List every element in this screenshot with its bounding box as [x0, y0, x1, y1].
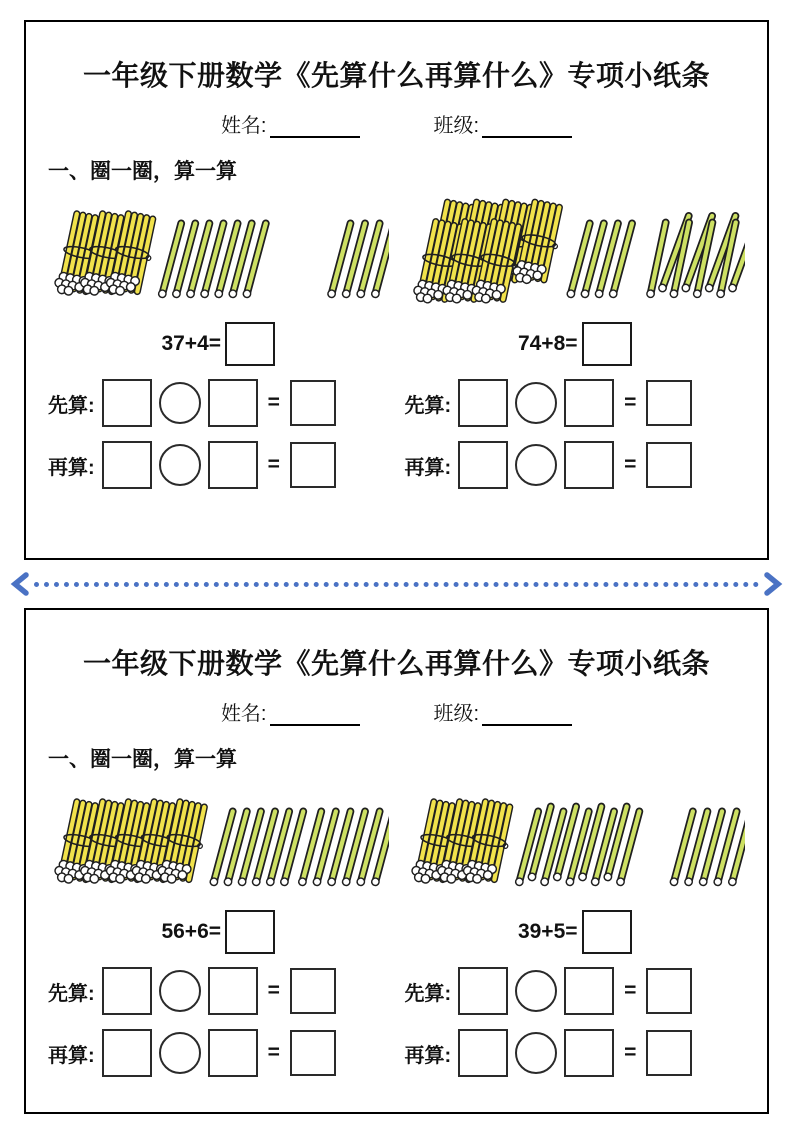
operand-box[interactable] — [458, 1029, 508, 1077]
operand-box[interactable] — [564, 441, 614, 489]
cut-line — [10, 571, 783, 597]
operand-box[interactable] — [458, 379, 508, 427]
operator-circle[interactable] — [159, 970, 201, 1012]
operator-circle[interactable] — [159, 444, 201, 486]
name-label: 姓名: — [220, 703, 267, 725]
result-box[interactable] — [290, 442, 336, 488]
expression-text: 74+8= — [517, 332, 578, 355]
equation-row — [48, 911, 389, 953]
operand-box[interactable] — [208, 967, 258, 1015]
equals-sign: = — [267, 391, 280, 414]
first-calc-row — [48, 967, 389, 1015]
first-calc-row — [405, 379, 746, 427]
operand-box[interactable] — [564, 1029, 614, 1077]
then-calc-label: 再算: — [404, 1044, 452, 1067]
then-calc-row — [405, 441, 746, 489]
section-heading: 一、圈一圈，算一算 — [48, 160, 237, 183]
equals-sign: = — [267, 453, 280, 476]
equation-row — [405, 323, 746, 365]
result-box[interactable] — [290, 380, 336, 426]
equals-sign: = — [624, 1041, 637, 1064]
worksheet-title: 一年级下册数学《先算什么再算什么》专项小纸条 — [82, 648, 710, 679]
equation-row — [48, 323, 389, 365]
problem-37-plus-4 — [48, 191, 389, 489]
operand-box[interactable] — [208, 379, 258, 427]
counting-sticks-illustration — [48, 191, 389, 319]
dotted-cut-line — [34, 582, 759, 587]
first-calc-label: 先算: — [404, 982, 452, 1005]
worksheet-card-top — [24, 20, 769, 560]
operand-box[interactable] — [102, 967, 152, 1015]
chevron-left-icon — [10, 572, 34, 596]
first-calc-label: 先算: — [404, 394, 452, 417]
answer-box[interactable] — [225, 910, 275, 954]
operand-box[interactable] — [208, 441, 258, 489]
problems-row — [48, 779, 745, 1077]
name-label: 姓名: — [220, 115, 267, 137]
identity-row — [48, 697, 745, 726]
operator-circle[interactable] — [515, 970, 557, 1012]
equals-sign: = — [624, 453, 637, 476]
expression-text: 37+4= — [161, 332, 222, 355]
operator-circle[interactable] — [515, 444, 557, 486]
class-label: 班级: — [433, 703, 480, 725]
then-calc-row — [48, 1029, 389, 1077]
then-calc-label: 再算: — [48, 456, 95, 479]
first-calc-row — [405, 967, 746, 1015]
operand-box[interactable] — [102, 379, 152, 427]
then-calc-label: 再算: — [48, 1044, 95, 1067]
problems-row — [48, 191, 745, 489]
operand-box[interactable] — [564, 379, 614, 427]
problem-74-plus-8 — [405, 191, 746, 489]
counting-sticks-illustration — [405, 191, 746, 319]
identity-row — [48, 109, 745, 138]
name-blank-field[interactable] — [270, 114, 360, 138]
counting-sticks-illustration — [405, 779, 746, 907]
operand-box[interactable] — [102, 441, 152, 489]
result-box[interactable] — [290, 968, 336, 1014]
answer-box[interactable] — [582, 910, 632, 954]
operand-box[interactable] — [564, 967, 614, 1015]
operator-circle[interactable] — [515, 382, 557, 424]
equals-sign: = — [624, 391, 637, 414]
operand-box[interactable] — [458, 967, 508, 1015]
chevron-right-icon — [759, 572, 783, 596]
operator-circle[interactable] — [159, 382, 201, 424]
first-calc-row — [48, 379, 389, 427]
result-box[interactable] — [646, 968, 692, 1014]
operand-box[interactable] — [208, 1029, 258, 1077]
worksheet-title: 一年级下册数学《先算什么再算什么》专项小纸条 — [82, 60, 710, 91]
first-calc-label: 先算: — [48, 982, 95, 1005]
equals-sign: = — [624, 979, 637, 1002]
class-label: 班级: — [433, 115, 480, 137]
operator-circle[interactable] — [515, 1032, 557, 1074]
operator-circle[interactable] — [159, 1032, 201, 1074]
then-calc-row — [48, 441, 389, 489]
equation-row — [405, 911, 746, 953]
counting-sticks-illustration — [48, 779, 389, 907]
equals-sign: = — [267, 979, 280, 1002]
then-calc-row — [405, 1029, 746, 1077]
class-blank-field[interactable] — [482, 114, 572, 138]
answer-box[interactable] — [225, 322, 275, 366]
equals-sign: = — [267, 1041, 280, 1064]
name-blank-field[interactable] — [270, 702, 360, 726]
expression-text: 56+6= — [161, 920, 222, 943]
first-calc-label: 先算: — [48, 394, 95, 417]
class-blank-field[interactable] — [482, 702, 572, 726]
expression-text: 39+5= — [517, 920, 578, 943]
result-box[interactable] — [290, 1030, 336, 1076]
problem-56-plus-6 — [48, 779, 389, 1077]
operand-box[interactable] — [102, 1029, 152, 1077]
then-calc-label: 再算: — [404, 456, 452, 479]
result-box[interactable] — [646, 1030, 692, 1076]
worksheet-card-bottom — [24, 608, 769, 1114]
operand-box[interactable] — [458, 441, 508, 489]
answer-box[interactable] — [582, 322, 632, 366]
result-box[interactable] — [646, 442, 692, 488]
result-box[interactable] — [646, 380, 692, 426]
problem-39-plus-5 — [405, 779, 746, 1077]
section-heading: 一、圈一圈，算一算 — [48, 748, 237, 771]
